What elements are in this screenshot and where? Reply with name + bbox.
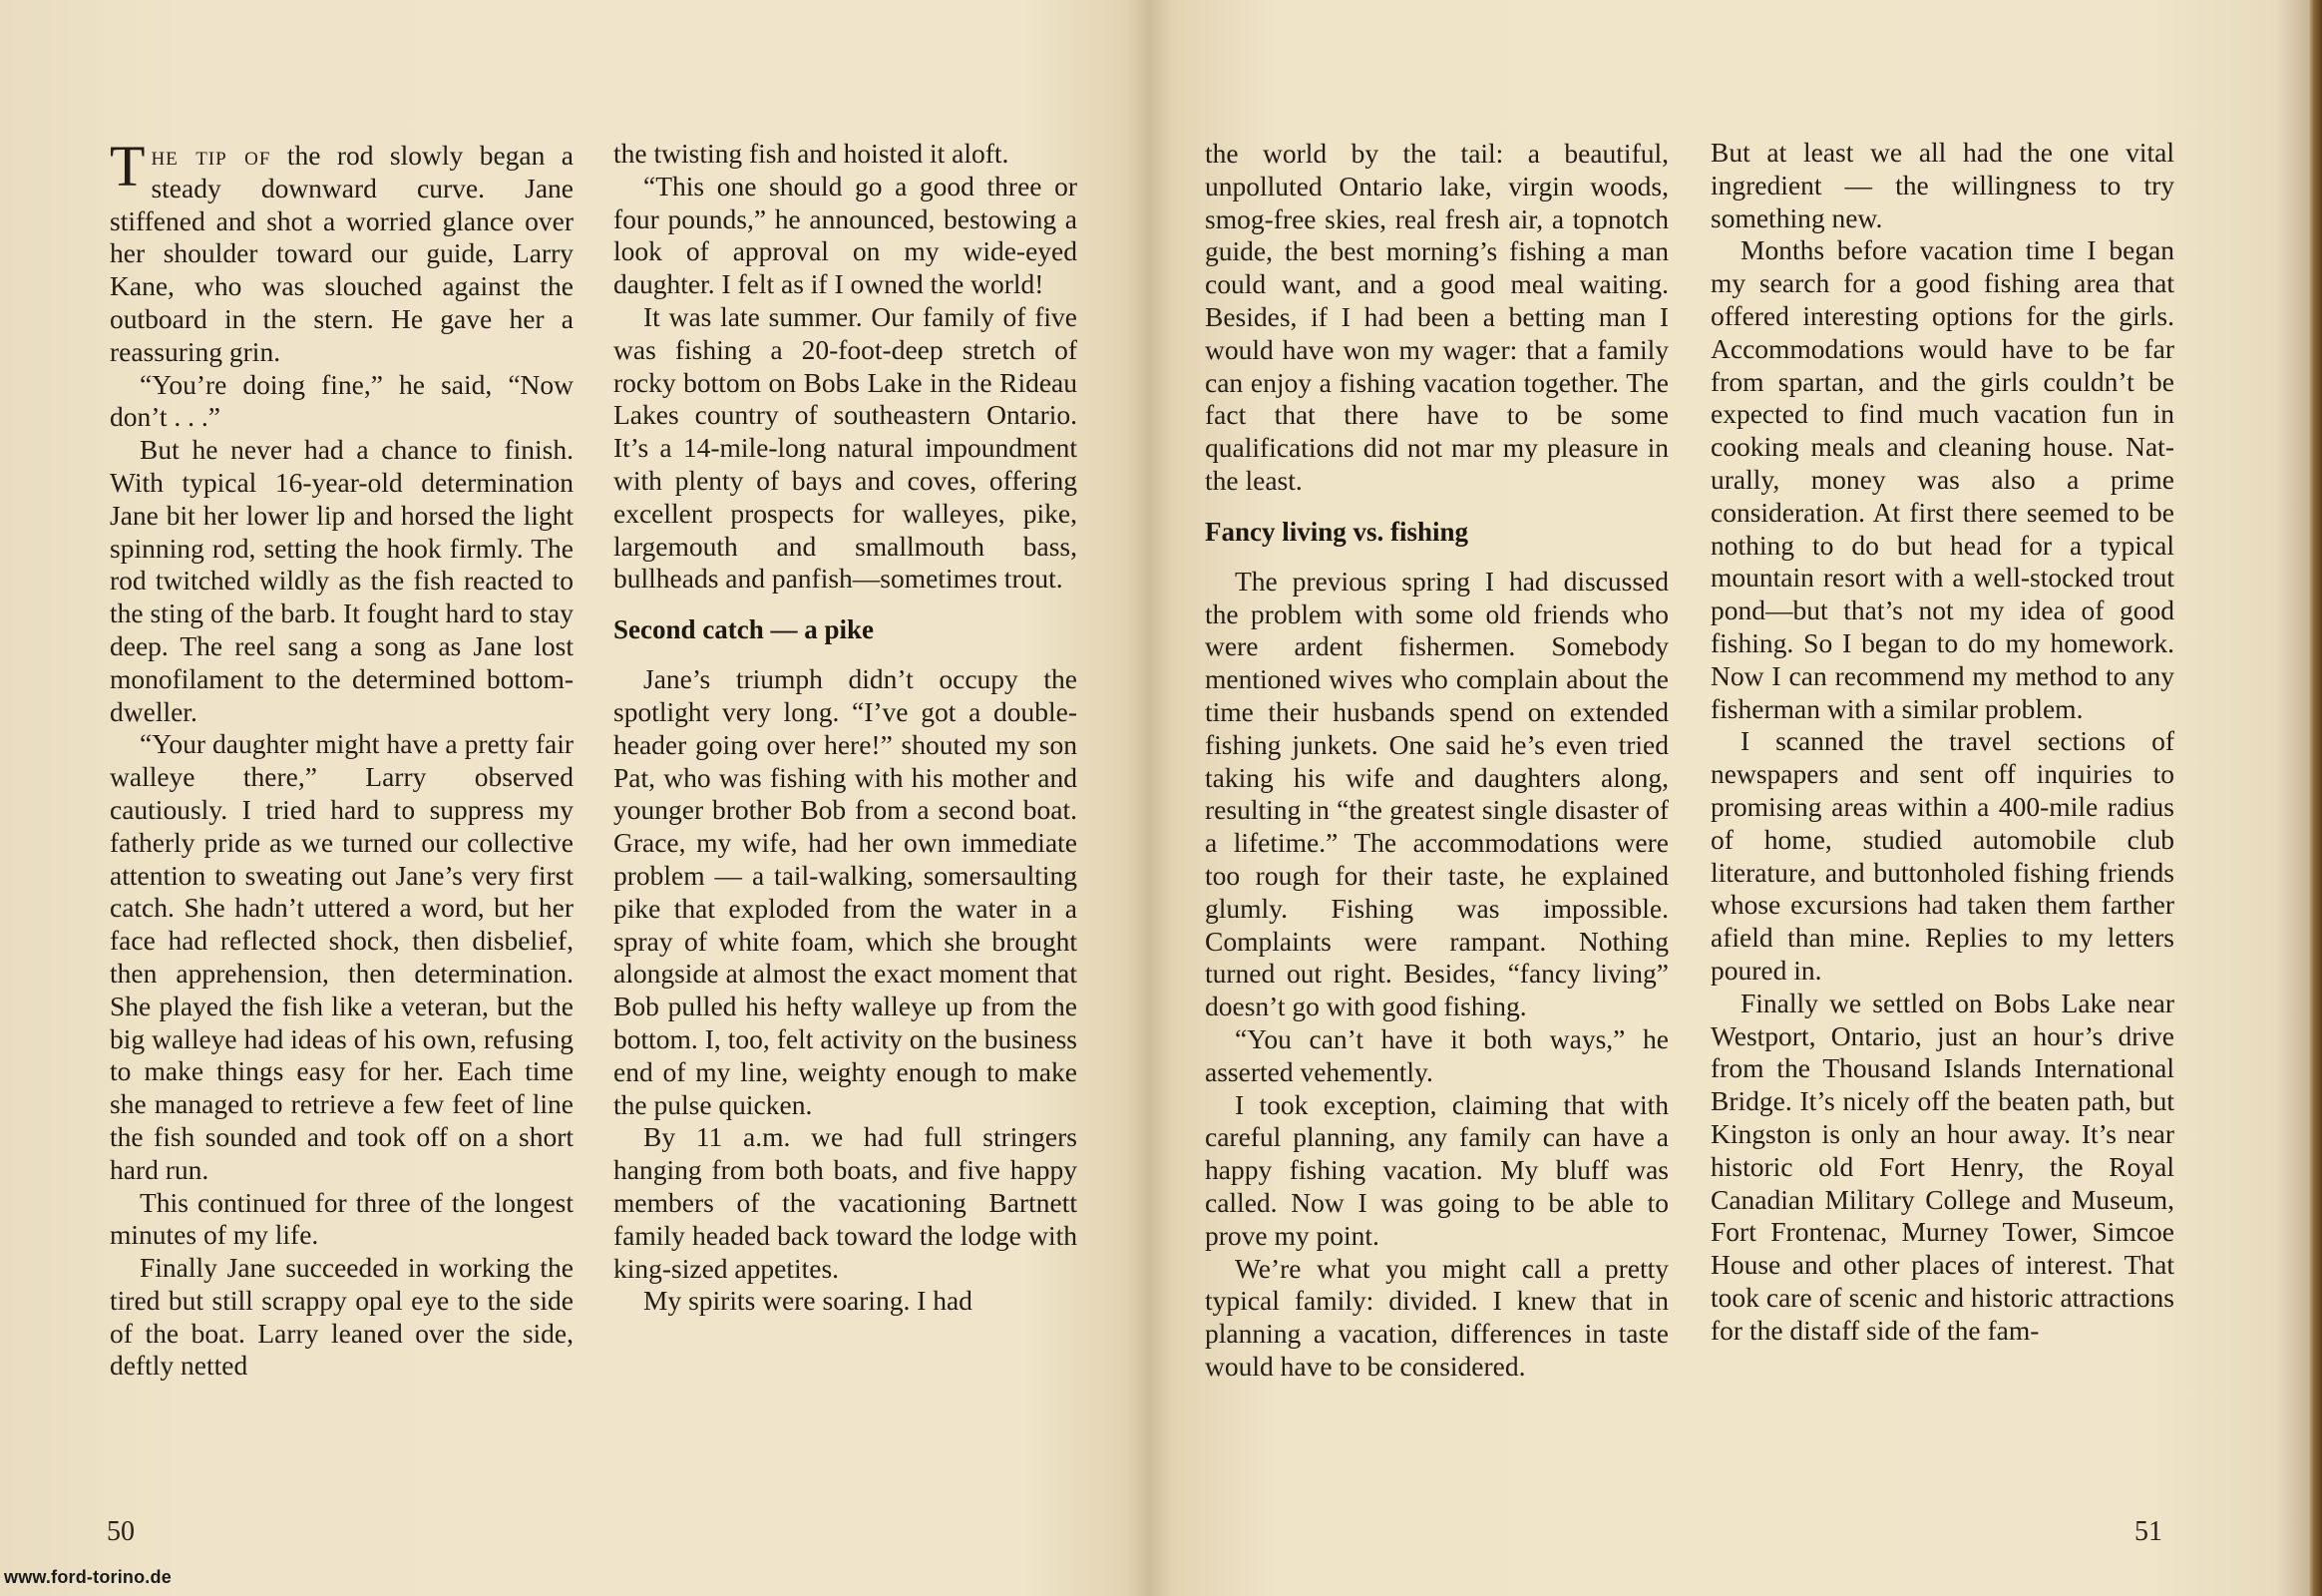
paragraph: the world by the tail: a beautiful, unpolluted Ontario lake, virgin woods, smog-free skies, real fresh air, a topnotch guide, the best morning’s fishing a man could want, and a good meal waiting. Besides, if I had been a betting man I would have won my wager: that a family can enjoy a fishing vacation together. The fact that there have to be some qualifications did not mar my pleasure in the least. <box>1205 138 1669 496</box>
paragraph: Finally we settled on Bobs Lake near Westport, Ontario, just an hour’s drive from the Thousand Islands International Bridge. It’s nicely off the beaten path, but Kingston is only an hour away. It’s near historic old Fort Henry, the Royal Canadian Military College and Museum, Fort Frontenac, Murney Tower, Simcoe House and other places of interest. That took care of scenic and historic attractions for the distaff side of the fam- <box>1711 987 2174 1346</box>
paragraph: By 11 a.m. we had full stringers hanging from both boats, and five happy members of the vacationing Bartnett family headed back toward the lodge with king-sized appetites. <box>613 1121 1077 1284</box>
paragraph: We’re what you might call a pretty typical family: divided. I knew that in planning a vacation, differences in taste would have to be considered. <box>1205 1252 1669 1382</box>
section-heading: Second catch — a pike <box>613 614 875 645</box>
paragraph: the twisting fish and hoisted it aloft. <box>613 138 1009 169</box>
paragraph: “You can’t have it both ways,” he asserted vehemently. <box>1205 1022 1669 1087</box>
page-number-right: 51 <box>2134 1516 2162 1547</box>
paragraph: But at least we all had the one vital ingredient — the willingness to try something new. <box>1711 137 2174 233</box>
paragraph: This continued for three of the longest minutes of my life. <box>110 1186 574 1251</box>
paragraph: “This one should go a good three or four pounds,” he announced, bestowing a look of approval on my wide-eyed daughter. I felt as if I owned the world! <box>613 170 1077 300</box>
paragraph: The previous spring I had discussed the problem with some old friends who were ardent fishermen. Somebody mentioned wives who complain about the time their husbands spend on extended fishing junkets. One said he’s even tried taking his wife and daughters along, resulting in “the greatest single disaster of a lifetime.” The accommodations were too rough for their taste, he explained glumly. Fishing was impossible. Complaints were rampant. Nothing turned out right. Besides, “fancy living” doesn’t go with good fishing. <box>1205 565 1669 1022</box>
opening-paragraph <box>110 134 574 369</box>
page-number-left: 50 <box>107 1516 135 1547</box>
paragraph: Finally Jane succeeded in working the tired but still scrappy opal eye to the side of the boat. Larry leaned over the side, deftly netted <box>110 1252 574 1382</box>
paragraph: “You’re doing fine,” he said, “Now don’t . . .” <box>110 368 574 433</box>
text-column-1 <box>110 134 574 1383</box>
paragraph: I scanned the travel sections of newspapers and sent off inquiries to promising areas within a 400-mile radius of home, studied automobile club literature, and buttonholed fishing friends whose excursions had taken them farther afield than mine. Replies to my letters poured in. <box>1711 725 2174 986</box>
text-column-3 <box>1205 138 1669 1384</box>
paragraph: It was late summer. Our family of five was fishing a 20-foot-deep stretch of rocky bottom on Bobs Lake in the Rideau Lakes country of southeastern Ontario. It’s a 14-mile-long natural impoundment with plenty of bays and coves, offering excellent prospects for walleyes, pike, largemouth and smallmouth bass, bullheads and panfish—sometimes trout. <box>613 300 1077 595</box>
left-page <box>0 0 1147 1596</box>
paragraph: Months before vacation time I began my search for a good fishing area that offered interesting options for the girls. Accommodations would have to be far from spartan, and the girls couldn’t be expected to find much vacation fun in cooking meals and cleaning house. Naturally, money was also a prime consideration. At first there seemed to be nothing to do but head for a typical mountain resort with a well-stocked trout pond—but that’s not my idea of good fishing. So I began to do my homework. Now I can recommend my method to any fisherman with a similar problem. <box>1711 234 2174 724</box>
drop-cap: T <box>110 134 146 199</box>
paragraph: But he never had a chance to finish. With typical 16-year-old determination Jane bit her lower lip and horsed the light spinning rod, setting the hook firmly. The rod twitched wildly as the fish reacted to the sting of the barb. It fought hard to stay deep. The reel sang a song as Jane lost monofilament to the determined bottom-dweller. <box>110 434 574 727</box>
page-edge <box>2308 0 2322 1596</box>
paragraph: I took exception, claiming that with careful planning, any family can have a happy fishing vacation. My bluff was called. Now I was going to be able to prove my point. <box>1205 1088 1669 1251</box>
paragraph: My spirits were soaring. I had <box>643 1285 972 1317</box>
text-column-4 <box>1711 137 2174 1347</box>
lead-in-smallcaps: he tip of <box>151 140 271 171</box>
website-watermark: www.ford-torino.de <box>4 1567 172 1587</box>
paragraph: Jane’s triumph didn’t occupy the spotlight very long. “I’ve got a double-header going over here!” shouted my son Pat, who was fishing with his mother and younger brother Bob from a second boat. Grace, my wife, had her own immediate problem — a tail-walking, somersaulting pike that exploded from the water in a spray of white foam, which she brought alongside at almost the exact moment that Bob pulled his hefty walleye up from the bottom. I, too, felt activity on the business end of my line, weighty enough to make the pulse quicken. <box>613 663 1077 1120</box>
opening-text: the rod slowly began a steady downward curve. Jane stiffened and shot a worried glance over her shoulder toward our guide, Larry Kane, who was slouched against the outboard in the stern. He gave her a reassuring grin. <box>110 140 574 367</box>
section-heading: Fancy living vs. fishing <box>1205 516 1469 547</box>
text-column-2 <box>613 138 1077 1318</box>
paragraph: “Your daughter might have a pretty fair walleye there,” Larry observed cautiously. I tried hard to suppress my fatherly pride as we turned our collective attention to sweating out Jane’s very first catch. She hadn’t uttered a word, but her face had reflected shock, then disbelief, then apprehension, then determination. She played the fish like a veteran, but the big walleye had ideas of his own, refusing to make things easy for her. Each time she managed to retrieve a few feet of line the fish sounded and took off on a short hard run. <box>110 728 574 1185</box>
